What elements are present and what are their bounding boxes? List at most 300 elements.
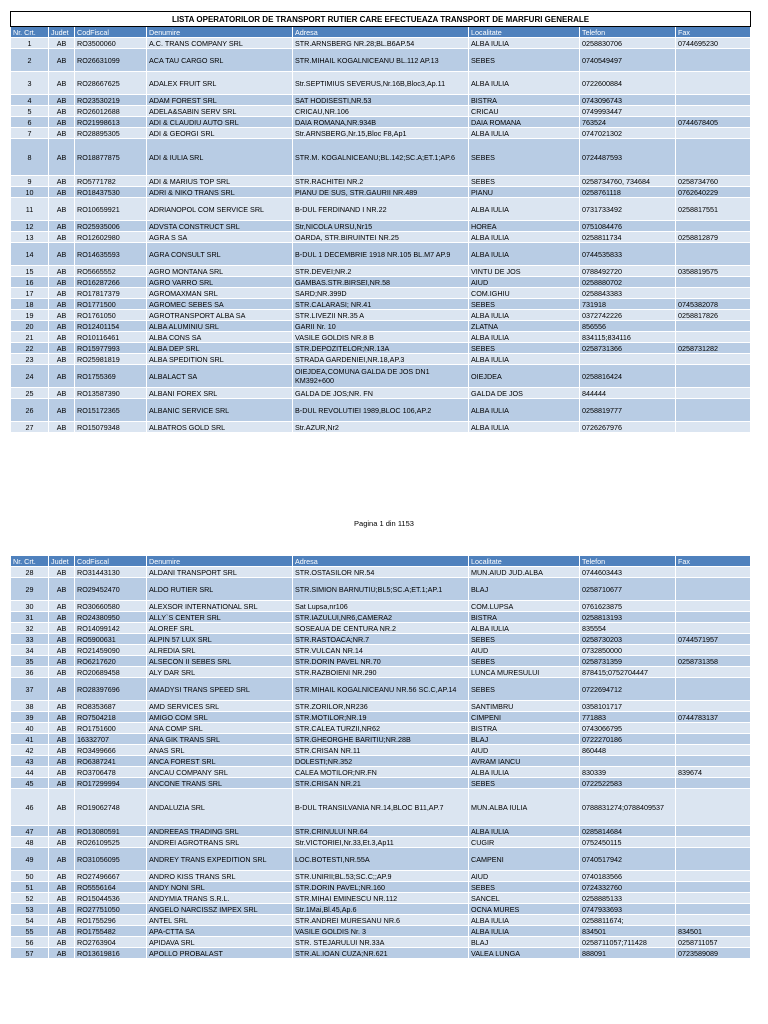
cell-denumire: ADI & GEORGI SRL xyxy=(147,128,293,139)
cell-localitate: ALBA IULIA xyxy=(469,623,580,634)
cell-localitate: ZLATNA xyxy=(469,321,580,332)
cell-nr: 48 xyxy=(11,837,49,848)
cell-judet: AB xyxy=(49,837,75,848)
cell-localitate: CUGIR xyxy=(469,837,580,848)
cell-telefon: 0726267976 xyxy=(580,422,676,433)
cell-adresa: Str.1Mai,Bl.45,Ap.6 xyxy=(293,904,469,915)
cell-denumire: ALY DAR SRL xyxy=(147,667,293,678)
header-telefon: Telefon xyxy=(580,556,676,567)
table-row xyxy=(11,243,751,266)
cell-judet: AB xyxy=(49,734,75,745)
cell-adresa: VASILE GOLDIS Nr. 3 xyxy=(293,926,469,937)
cell-nr: 2 xyxy=(11,49,49,72)
table-row xyxy=(11,948,751,959)
cell-localitate: SEBES xyxy=(469,139,580,176)
cell-telefon: 0761623875 xyxy=(580,601,676,612)
cell-adresa: STR.CRISAN NR.11 xyxy=(293,745,469,756)
cell-codfiscal: RO10659921 xyxy=(75,198,147,221)
cell-nr: 21 xyxy=(11,332,49,343)
cell-localitate: AIUD xyxy=(469,645,580,656)
cell-fax xyxy=(676,848,751,871)
cell-codfiscal: RO1755369 xyxy=(75,365,147,388)
table-row xyxy=(11,904,751,915)
cell-fax: 0723589089 xyxy=(676,948,751,959)
cell-fax: 834501 xyxy=(676,926,751,937)
cell-adresa: STR.VULCAN NR.14 xyxy=(293,645,469,656)
cell-localitate: ALBA IULIA xyxy=(469,232,580,243)
cell-telefon: 0740549497 xyxy=(580,49,676,72)
cell-telefon: 860448 xyxy=(580,745,676,756)
cell-fax xyxy=(676,388,751,399)
cell-adresa: STR.ANDREI MURESANU NR.6 xyxy=(293,915,469,926)
cell-localitate: BLAJ xyxy=(469,578,580,601)
cell-fax xyxy=(676,734,751,745)
header-nr: Nr. Crt. xyxy=(11,556,49,567)
table-row xyxy=(11,198,751,221)
cell-telefon: 0258813193 xyxy=(580,612,676,623)
cell-codfiscal: RO12401154 xyxy=(75,321,147,332)
cell-denumire: AGROTRANSPORT ALBA SA xyxy=(147,310,293,321)
cell-codfiscal: RO16287266 xyxy=(75,277,147,288)
table-row xyxy=(11,388,751,399)
table-row xyxy=(11,837,751,848)
cell-judet: AB xyxy=(49,299,75,310)
cell-localitate: SEBES xyxy=(469,343,580,354)
cell-nr: 4 xyxy=(11,95,49,106)
cell-denumire: AMIGO COM SRL xyxy=(147,712,293,723)
cell-adresa: PIANU DE SUS, STR.GAURII NR.489 xyxy=(293,187,469,198)
table-row xyxy=(11,667,751,678)
cell-judet: AB xyxy=(49,712,75,723)
cell-adresa: Str.SEPTIMIUS SEVERUS,Nr.16B,Bloc3,Ap.11 xyxy=(293,72,469,95)
header-fax: Fax xyxy=(676,556,751,567)
cell-denumire: ADALEX FRUIT SRL xyxy=(147,72,293,95)
cell-nr: 47 xyxy=(11,826,49,837)
cell-telefon: 0258885133 xyxy=(580,893,676,904)
table-row xyxy=(11,343,751,354)
cell-codfiscal: RO1761050 xyxy=(75,310,147,321)
cell-nr: 18 xyxy=(11,299,49,310)
cell-fax xyxy=(676,904,751,915)
header-denumire: Denumire xyxy=(147,556,293,567)
cell-adresa: OARDA, STR.BIRUINTEI NR.25 xyxy=(293,232,469,243)
cell-nr: 36 xyxy=(11,667,49,678)
cell-localitate: MUN.ALBA IULIA xyxy=(469,789,580,826)
cell-codfiscal: RO17299994 xyxy=(75,778,147,789)
header-codfiscal: CodFiscal xyxy=(75,27,147,38)
cell-nr: 14 xyxy=(11,243,49,266)
cell-localitate: ALBA IULIA xyxy=(469,399,580,422)
table-row xyxy=(11,106,751,117)
cell-adresa: Str.AZUR,Nr2 xyxy=(293,422,469,433)
cell-localitate: CIMPENI xyxy=(469,712,580,723)
cell-judet: AB xyxy=(49,354,75,365)
cell-localitate: SEBES xyxy=(469,634,580,645)
cell-denumire: ADELA&SABIN SERV SRL xyxy=(147,106,293,117)
cell-localitate: SEBES xyxy=(469,778,580,789)
cell-denumire: ANDYMIA TRANS S.R.L. xyxy=(147,893,293,904)
cell-adresa: STR.GHEORGHE BARITIU;NR.28B xyxy=(293,734,469,745)
cell-localitate: SEBES xyxy=(469,678,580,701)
cell-adresa: STR.RAZBOIENI NR.290 xyxy=(293,667,469,678)
table-row xyxy=(11,656,751,667)
cell-fax xyxy=(676,139,751,176)
cell-judet: AB xyxy=(49,321,75,332)
cell-telefon: 0258731366 xyxy=(580,343,676,354)
cell-codfiscal: RO6387241 xyxy=(75,756,147,767)
cell-judet: AB xyxy=(49,176,75,187)
cell-adresa: STR.IAZULUI,NR6,CAMERA2 xyxy=(293,612,469,623)
header-adresa: Adresa xyxy=(293,556,469,567)
cell-adresa: LOC.BOTESTI,NR.55A xyxy=(293,848,469,871)
cell-nr: 7 xyxy=(11,128,49,139)
cell-telefon: 830339 xyxy=(580,767,676,778)
cell-denumire: AGRA CONSULT SRL xyxy=(147,243,293,266)
cell-telefon: 0258711057;711428 xyxy=(580,937,676,948)
cell-localitate: ALBA IULIA xyxy=(469,354,580,365)
cell-codfiscal: RO10116461 xyxy=(75,332,147,343)
cell-codfiscal: RO31443130 xyxy=(75,567,147,578)
table-row xyxy=(11,767,751,778)
table-row xyxy=(11,49,751,72)
cell-fax xyxy=(676,332,751,343)
cell-nr: 17 xyxy=(11,288,49,299)
cell-localitate: VALEA LUNGA xyxy=(469,948,580,959)
cell-judet: AB xyxy=(49,756,75,767)
table-row xyxy=(11,734,751,745)
cell-codfiscal: RO14099142 xyxy=(75,623,147,634)
cell-judet: AB xyxy=(49,343,75,354)
cell-telefon: 0747933693 xyxy=(580,904,676,915)
cell-codfiscal: RO17817379 xyxy=(75,288,147,299)
table-row xyxy=(11,38,751,49)
cell-fax: 0744783137 xyxy=(676,712,751,723)
cell-codfiscal: RO15977993 xyxy=(75,343,147,354)
cell-denumire: ALBA SPEDITION SRL xyxy=(147,354,293,365)
cell-fax xyxy=(676,243,751,266)
cell-localitate: ALBA IULIA xyxy=(469,915,580,926)
table-row xyxy=(11,723,751,734)
cell-fax xyxy=(676,72,751,95)
cell-denumire: ADI & CLAUDIU AUTO SRL xyxy=(147,117,293,128)
cell-fax xyxy=(676,745,751,756)
table-row xyxy=(11,354,751,365)
cell-localitate: BLAJ xyxy=(469,734,580,745)
cell-judet: AB xyxy=(49,106,75,117)
cell-denumire: ADI & IULIA SRL xyxy=(147,139,293,176)
cell-denumire: AMD SERVICES SRL xyxy=(147,701,293,712)
cell-codfiscal: RO23530219 xyxy=(75,95,147,106)
cell-adresa: STR.UNIRII;BL.53;SC.C;;AP.9 xyxy=(293,871,469,882)
table-title: LISTA OPERATORILOR DE TRANSPORT RUTIER CARE EFECTUEAZA TRANSPORT DE MARFURI GENERALE xyxy=(11,12,751,27)
cell-nr: 37 xyxy=(11,678,49,701)
cell-codfiscal: RO5556164 xyxy=(75,882,147,893)
cell-judet: AB xyxy=(49,198,75,221)
cell-codfiscal: RO1751600 xyxy=(75,723,147,734)
cell-adresa: Sat Lupsa,nr106 xyxy=(293,601,469,612)
cell-denumire: ALBA ALUMINIU SRL xyxy=(147,321,293,332)
cell-adresa: STR.OSTASILOR NR.54 xyxy=(293,567,469,578)
cell-localitate: ALBA IULIA xyxy=(469,926,580,937)
cell-localitate: VINTU DE JOS xyxy=(469,266,580,277)
cell-localitate: AVRAM IANCU xyxy=(469,756,580,767)
cell-nr: 42 xyxy=(11,745,49,756)
cell-fax: 839674 xyxy=(676,767,751,778)
cell-adresa: STR.LIVEZII NR.35 A xyxy=(293,310,469,321)
cell-localitate: HOREA xyxy=(469,221,580,232)
cell-nr: 24 xyxy=(11,365,49,388)
cell-localitate: ALBA IULIA xyxy=(469,422,580,433)
table-row xyxy=(11,848,751,871)
cell-denumire: AGROMEC SEBES SA xyxy=(147,299,293,310)
cell-fax xyxy=(676,723,751,734)
cell-telefon: 878415;0752704447 xyxy=(580,667,676,678)
cell-nr: 28 xyxy=(11,567,49,578)
cell-telefon: 0751084476 xyxy=(580,221,676,232)
cell-denumire: ALBATROS GOLD SRL xyxy=(147,422,293,433)
cell-telefon: 856556 xyxy=(580,321,676,332)
cell-nr: 15 xyxy=(11,266,49,277)
cell-localitate: BISTRA xyxy=(469,723,580,734)
cell-judet: AB xyxy=(49,139,75,176)
cell-localitate: COM.IGHIU xyxy=(469,288,580,299)
cell-judet: AB xyxy=(49,678,75,701)
cell-denumire: AGRO MONTANA SRL xyxy=(147,266,293,277)
cell-codfiscal: RO13587390 xyxy=(75,388,147,399)
cell-denumire: ALEXSOR INTERNATIONAL SRL xyxy=(147,601,293,612)
cell-telefon: 0258761118 xyxy=(580,187,676,198)
cell-fax xyxy=(676,221,751,232)
cell-telefon: 0724332760 xyxy=(580,882,676,893)
table-row xyxy=(11,299,751,310)
cell-fax xyxy=(676,915,751,926)
table-row xyxy=(11,871,751,882)
cell-judet: AB xyxy=(49,926,75,937)
cell-telefon: 0788831274;0788409537 xyxy=(580,789,676,826)
table-row xyxy=(11,778,751,789)
cell-nr: 43 xyxy=(11,756,49,767)
cell-denumire: ALDO RUTIER SRL xyxy=(147,578,293,601)
cell-nr: 9 xyxy=(11,176,49,187)
cell-judet: AB xyxy=(49,365,75,388)
cell-fax xyxy=(676,701,751,712)
cell-fax xyxy=(676,893,751,904)
cell-adresa: STR.DEVEI;NR.2 xyxy=(293,266,469,277)
cell-adresa: SOSEAUA DE CENTURA NR.2 xyxy=(293,623,469,634)
cell-telefon: 0722600884 xyxy=(580,72,676,95)
cell-denumire: ALBANIC SERVICE SRL xyxy=(147,399,293,422)
cell-denumire: ALDANI TRANSPORT SRL xyxy=(147,567,293,578)
cell-telefon: 0740183566 xyxy=(580,871,676,882)
cell-telefon: 844444 xyxy=(580,388,676,399)
cell-telefon: 835554 xyxy=(580,623,676,634)
cell-denumire: APIDAVA SRL xyxy=(147,937,293,948)
cell-fax: 0258812879 xyxy=(676,232,751,243)
cell-telefon: 0743066795 xyxy=(580,723,676,734)
cell-telefon: 0788492720 xyxy=(580,266,676,277)
cell-fax: 0358819575 xyxy=(676,266,751,277)
cell-localitate: PIANU xyxy=(469,187,580,198)
table-row xyxy=(11,221,751,232)
cell-nr: 55 xyxy=(11,926,49,937)
cell-localitate: MUN.AIUD JUD.ALBA xyxy=(469,567,580,578)
cell-fax xyxy=(676,128,751,139)
cell-telefon: 0743096743 xyxy=(580,95,676,106)
cell-nr: 56 xyxy=(11,937,49,948)
table-row xyxy=(11,187,751,198)
cell-judet: AB xyxy=(49,221,75,232)
cell-localitate: CRICAU xyxy=(469,106,580,117)
cell-nr: 44 xyxy=(11,767,49,778)
cell-denumire: ALSECON II SEBES SRL xyxy=(147,656,293,667)
cell-codfiscal: RO25935006 xyxy=(75,221,147,232)
cell-judet: AB xyxy=(49,232,75,243)
cell-judet: AB xyxy=(49,778,75,789)
cell-telefon: 763524 xyxy=(580,117,676,128)
table-row xyxy=(11,826,751,837)
cell-adresa: STR.MIHAI EMINESCU NR.112 xyxy=(293,893,469,904)
cell-adresa: OIEJDEA,COMUNA GALDA DE JOS DN1 KM392+600 xyxy=(293,365,469,388)
cell-fax xyxy=(676,789,751,826)
cell-denumire: ALREDIA SRL xyxy=(147,645,293,656)
cell-telefon xyxy=(580,756,676,767)
table-row xyxy=(11,310,751,321)
table-row xyxy=(11,634,751,645)
cell-codfiscal: RO27496667 xyxy=(75,871,147,882)
header-adresa: Adresa xyxy=(293,27,469,38)
cell-denumire: ANDY NONI SRL xyxy=(147,882,293,893)
cell-telefon: 0258880702 xyxy=(580,277,676,288)
cell-telefon: 0258811674; xyxy=(580,915,676,926)
cell-denumire: APOLLO PROBALAST xyxy=(147,948,293,959)
cell-codfiscal: RO20689458 xyxy=(75,667,147,678)
cell-judet: AB xyxy=(49,567,75,578)
cell-telefon xyxy=(580,354,676,365)
cell-fax xyxy=(676,623,751,634)
cell-telefon: 0258830706 xyxy=(580,38,676,49)
cell-nr: 33 xyxy=(11,634,49,645)
cell-denumire: AGRO VARRO SRL xyxy=(147,277,293,288)
table-row xyxy=(11,567,751,578)
cell-codfiscal: RO3499666 xyxy=(75,745,147,756)
cell-nr: 32 xyxy=(11,623,49,634)
cell-codfiscal: RO15044536 xyxy=(75,893,147,904)
table-row xyxy=(11,612,751,623)
cell-denumire: A.C. TRANS COMPANY SRL xyxy=(147,38,293,49)
cell-judet: AB xyxy=(49,95,75,106)
cell-codfiscal: RO15079348 xyxy=(75,422,147,433)
cell-judet: AB xyxy=(49,388,75,399)
cell-localitate: SEBES xyxy=(469,882,580,893)
cell-codfiscal: RO3500060 xyxy=(75,38,147,49)
table-row xyxy=(11,128,751,139)
cell-fax: 0762640229 xyxy=(676,187,751,198)
cell-nr: 40 xyxy=(11,723,49,734)
header-judet: Judet xyxy=(49,27,75,38)
cell-fax: 0745382078 xyxy=(676,299,751,310)
cell-adresa: STR.CALARASI; NR.41 xyxy=(293,299,469,310)
cell-telefon: 0724487593 xyxy=(580,139,676,176)
cell-adresa: GALDA DE JOS;NR. FN xyxy=(293,388,469,399)
cell-judet: AB xyxy=(49,117,75,128)
cell-denumire: ANGELO NARCISSZ IMPEX SRL xyxy=(147,904,293,915)
cell-judet: AB xyxy=(49,745,75,756)
cell-nr: 8 xyxy=(11,139,49,176)
cell-judet: AB xyxy=(49,701,75,712)
cell-telefon: 0747021302 xyxy=(580,128,676,139)
cell-localitate: ALBA IULIA xyxy=(469,310,580,321)
cell-judet: AB xyxy=(49,882,75,893)
cell-denumire: ANA COMP SRL xyxy=(147,723,293,734)
cell-codfiscal: RO21998613 xyxy=(75,117,147,128)
cell-codfiscal: RO26012688 xyxy=(75,106,147,117)
operators-table-2 xyxy=(10,555,751,959)
cell-codfiscal: RO28667625 xyxy=(75,72,147,95)
cell-denumire: ANCA FOREST SRL xyxy=(147,756,293,767)
cell-telefon: 731918 xyxy=(580,299,676,310)
cell-denumire: ANAS SRL xyxy=(147,745,293,756)
cell-codfiscal: RO5771782 xyxy=(75,176,147,187)
table-row xyxy=(11,578,751,601)
table-row xyxy=(11,937,751,948)
cell-codfiscal: 16332707 xyxy=(75,734,147,745)
cell-denumire: ADVSTA CONSTRUCT SRL xyxy=(147,221,293,232)
cell-localitate: OIEJDEA xyxy=(469,365,580,388)
table-row xyxy=(11,789,751,826)
cell-localitate: CAMPENI xyxy=(469,848,580,871)
cell-fax: 0744678405 xyxy=(676,117,751,128)
cell-fax: 0258734760 xyxy=(676,176,751,187)
cell-localitate: OCNA MURES xyxy=(469,904,580,915)
cell-fax: 0258817551 xyxy=(676,198,751,221)
cell-localitate: ALBA IULIA xyxy=(469,826,580,837)
cell-fax xyxy=(676,612,751,623)
cell-telefon: 0372742226 xyxy=(580,310,676,321)
cell-denumire: ANTEL SRL xyxy=(147,915,293,926)
cell-judet: AB xyxy=(49,601,75,612)
cell-fax xyxy=(676,778,751,789)
cell-codfiscal: RO24380950 xyxy=(75,612,147,623)
header-localitate: Localitate xyxy=(469,556,580,567)
table-row xyxy=(11,321,751,332)
cell-adresa: STR. STEJARULUI NR.33A xyxy=(293,937,469,948)
cell-denumire: ANDREEAS TRADING SRL xyxy=(147,826,293,837)
cell-judet: AB xyxy=(49,128,75,139)
cell-codfiscal: RO26109525 xyxy=(75,837,147,848)
cell-judet: AB xyxy=(49,612,75,623)
cell-judet: AB xyxy=(49,656,75,667)
cell-codfiscal: RO5900631 xyxy=(75,634,147,645)
cell-codfiscal: RO13080591 xyxy=(75,826,147,837)
table-row xyxy=(11,756,751,767)
cell-nr: 22 xyxy=(11,343,49,354)
cell-judet: AB xyxy=(49,187,75,198)
cell-codfiscal: RO29452470 xyxy=(75,578,147,601)
table-row xyxy=(11,72,751,95)
table-row xyxy=(11,926,751,937)
operators-table-1 xyxy=(10,11,751,433)
cell-denumire: ANDREY TRANS EXPEDITION SRL xyxy=(147,848,293,871)
cell-codfiscal: RO18877875 xyxy=(75,139,147,176)
cell-fax xyxy=(676,678,751,701)
cell-telefon: 0258816424 xyxy=(580,365,676,388)
cell-adresa: STR.RASTOACA;NR.7 xyxy=(293,634,469,645)
header-denumire: Denumire xyxy=(147,27,293,38)
cell-codfiscal: RO1755296 xyxy=(75,915,147,926)
table-row xyxy=(11,95,751,106)
table-row xyxy=(11,701,751,712)
cell-fax xyxy=(676,645,751,656)
